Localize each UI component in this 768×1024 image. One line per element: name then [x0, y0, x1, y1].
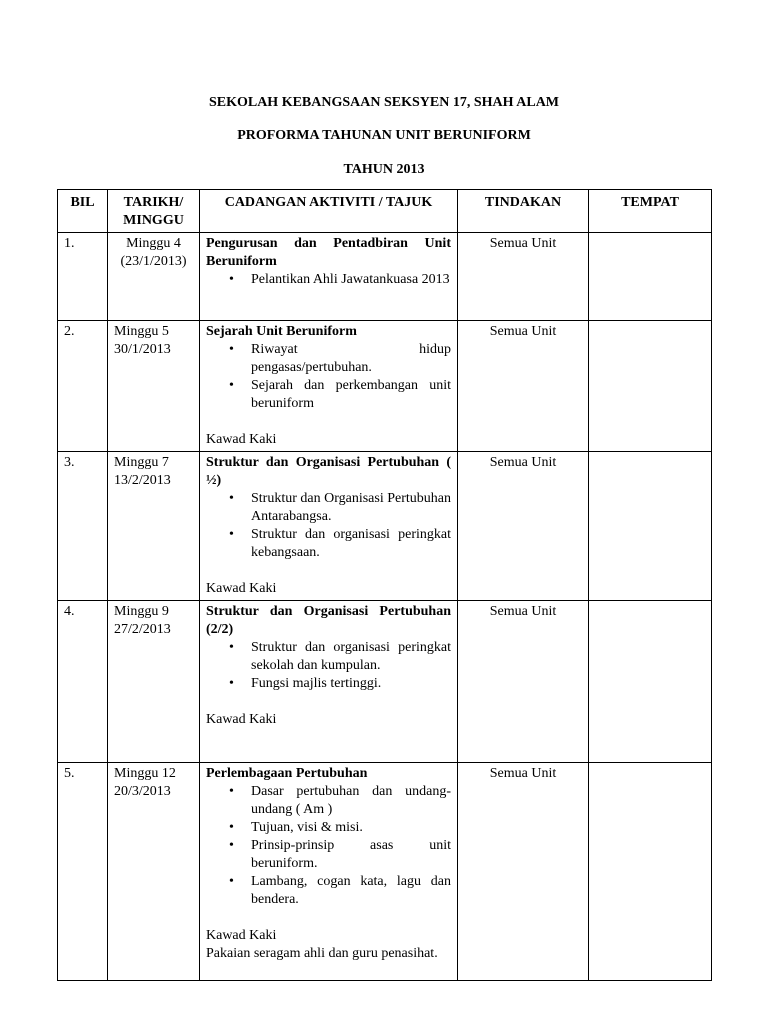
activity-note-extra: Pakaian seragam ahli dan guru penasihat. — [206, 946, 438, 961]
table-row — [58, 763, 712, 981]
row-week: Minggu 12 — [114, 766, 176, 781]
row-date-cell — [108, 321, 200, 452]
row-activity-cell — [200, 763, 458, 981]
activity-bullet-list — [206, 271, 451, 289]
row-tindakan: Semua Unit — [458, 601, 589, 763]
header-tarikh-line1: TARIKH/ — [123, 195, 184, 210]
activity-bullet-list — [206, 341, 451, 413]
header-tarikh-line2: MINGGU — [123, 213, 184, 228]
row-date-cell — [108, 233, 200, 321]
header-tarikh — [108, 190, 200, 233]
activity-bullet: • Lambang, cogan kata, lagu dan bendera. — [251, 873, 451, 909]
activity-bullet: • Dasar pertubuhan dan undang-undang ( Am ) — [251, 783, 451, 819]
row-week: Minggu 9 — [114, 604, 169, 619]
row-tindakan: Semua Unit — [458, 233, 589, 321]
row-week: Minggu 7 — [114, 455, 169, 470]
table-row — [58, 321, 712, 452]
activity-note: Kawad Kaki — [206, 432, 277, 447]
row-week: Minggu 5 — [114, 324, 169, 339]
header-aktiviti: CADANGAN AKTIVITI / TAJUK — [200, 190, 458, 233]
row-number: 2. — [58, 321, 108, 452]
row-number: 5. — [58, 763, 108, 981]
row-activity-cell — [200, 321, 458, 452]
row-tempat — [589, 763, 712, 981]
row-date-cell — [108, 763, 200, 981]
table-row — [58, 233, 712, 321]
row-date-cell — [108, 601, 200, 763]
row-tempat — [589, 233, 712, 321]
row-date: 20/3/2013 — [114, 784, 171, 799]
activity-bullet-list — [206, 783, 451, 909]
activity-note: Kawad Kaki — [206, 712, 277, 727]
school-name: SEKOLAH KEBANGSAAN SEKSYEN 17, SHAH ALAM — [208, 95, 560, 110]
activity-bullet: • Pelantikan Ahli Jawatankuasa 2013 — [251, 271, 451, 289]
activity-title: Struktur dan Organisasi Pertubuhan ( ½) — [206, 455, 451, 488]
row-tempat — [589, 601, 712, 763]
row-tindakan: Semua Unit — [458, 763, 589, 981]
activity-title: Perlembagaan Pertubuhan — [206, 766, 368, 781]
table-header-row — [58, 190, 712, 233]
header-tindakan: TINDAKAN — [458, 190, 589, 233]
row-activity-cell — [200, 452, 458, 601]
activity-title: Pengurusan dan Pentadbiran Unit Beruniform — [206, 236, 451, 269]
row-date-cell — [108, 452, 200, 601]
activity-bullet: • Tujuan, visi & misi. — [251, 819, 451, 837]
document-year: TAHUN 2013 — [343, 162, 425, 177]
row-tindakan: Semua Unit — [458, 321, 589, 452]
activity-bullet: • Fungsi majlis tertinggi. — [251, 675, 451, 693]
header-bil: BIL — [58, 190, 108, 233]
row-date: 13/2/2013 — [114, 473, 171, 488]
row-date: (23/1/2013) — [120, 254, 187, 269]
row-number: 4. — [58, 601, 108, 763]
row-tempat — [589, 321, 712, 452]
activity-note: Kawad Kaki — [206, 928, 277, 943]
activity-title: Sejarah Unit Beruniform — [206, 324, 357, 339]
table-row — [58, 452, 712, 601]
header-tempat: TEMPAT — [589, 190, 712, 233]
activity-bullet: • Sejarah dan perkembangan unit beruniform — [251, 377, 451, 413]
activity-bullet: • Riwayat hidup pengasas/pertubuhan. — [251, 341, 451, 377]
proforma-table — [57, 189, 712, 981]
row-tindakan: Semua Unit — [458, 452, 589, 601]
row-activity-cell — [200, 601, 458, 763]
row-number: 3. — [58, 452, 108, 601]
activity-title: Struktur dan Organisasi Pertubuhan (2/2) — [206, 604, 451, 637]
row-number: 1. — [58, 233, 108, 321]
activity-bullet-list — [206, 490, 451, 562]
activity-bullet: • Struktur dan organisasi peringkat sekolah dan kumpulan. — [251, 639, 451, 675]
row-tempat — [589, 452, 712, 601]
activity-bullet: • Struktur dan Organisasi Pertubuhan Antarabangsa. — [251, 490, 451, 526]
table-row — [58, 601, 712, 763]
row-date: 27/2/2013 — [114, 622, 171, 637]
document-title: PROFORMA TAHUNAN UNIT BERUNIFORM — [237, 128, 531, 143]
activity-bullet: • Prinsip-prinsip asas unit beruniform. — [251, 837, 451, 873]
activity-note: Kawad Kaki — [206, 581, 277, 596]
activity-bullet-list — [206, 639, 451, 693]
activity-bullet: • Struktur dan organisasi peringkat kebangsaan. — [251, 526, 451, 562]
row-activity-cell — [200, 233, 458, 321]
row-date: 30/1/2013 — [114, 342, 171, 357]
row-week: Minggu 4 — [126, 236, 181, 251]
